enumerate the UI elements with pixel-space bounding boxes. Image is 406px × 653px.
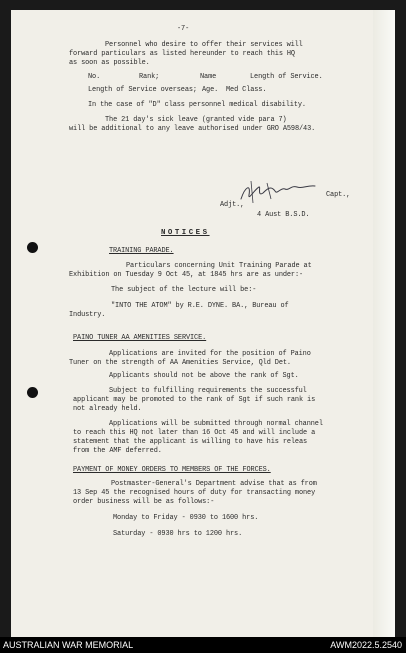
footer-institution: AUSTRALIAN WAR MEMORIAL bbox=[3, 640, 134, 650]
piano-line-10: from the AMF deferred. bbox=[73, 447, 162, 455]
piano-line-6: not already held. bbox=[73, 405, 142, 413]
piano-line-9: statement that the applicant is willing to have his releas bbox=[73, 438, 308, 446]
training-line-1: Particulars concerning Unit Training Parade at bbox=[126, 262, 312, 270]
money-line-4: Monday to Friday - 0930 to 1600 hrs. bbox=[113, 514, 259, 522]
page-number: -7- bbox=[177, 25, 190, 33]
field-age: Age. bbox=[202, 86, 219, 94]
training-line-4: "INTO THE ATOM" by R.E. DYNE. BA., Bureau of bbox=[111, 302, 289, 310]
piano-line-1: Applications are invited for the position of Paino bbox=[109, 350, 311, 358]
field-length-service: Length of Service. bbox=[250, 73, 323, 81]
document-page bbox=[11, 10, 395, 637]
training-line-5: Industry. bbox=[69, 311, 106, 319]
signature-capt: Capt., bbox=[326, 191, 351, 199]
training-heading: TRAINING PARADE. bbox=[109, 247, 174, 255]
page-curl bbox=[373, 10, 395, 637]
intro-line-1: Personnel who desire to offer their services will bbox=[105, 41, 303, 49]
piano-line-8: to reach this HQ not later than 16 Oct 45 and will include a bbox=[73, 429, 316, 437]
archive-footer bbox=[0, 637, 406, 653]
piano-line-7: Applications will be submitted through normal channel bbox=[109, 420, 323, 428]
intro-line-2: forward particulars as listed hereunder to reach this HQ bbox=[69, 50, 295, 58]
signature-unit: 4 Aust B.S.D. bbox=[257, 211, 310, 219]
piano-heading: PAINO TUNER AA AMENITIES SERVICE. bbox=[73, 334, 207, 342]
piano-line-5: applicant may be promoted to the rank of Sgt if such rank is bbox=[73, 396, 316, 404]
punch-hole-upper bbox=[27, 242, 38, 253]
intro-line-3: as soon as possible. bbox=[69, 59, 150, 67]
training-line-3: The subject of the lecture will be:- bbox=[111, 286, 257, 294]
punch-hole-lower bbox=[27, 387, 38, 398]
field-no: No. bbox=[88, 73, 101, 81]
piano-line-2: Tuner on the strength of AA Amenities Service, Qld Det. bbox=[69, 359, 291, 367]
money-heading: PAYMENT OF MONEY ORDERS TO MEMBERS OF THE FORCES. bbox=[73, 466, 271, 474]
sick-leave-line-1: The 21 day's sick leave (granted vide para 7) bbox=[105, 116, 287, 124]
signature-adjt: Adjt., bbox=[220, 201, 245, 209]
money-line-3: order business will be as follows:- bbox=[73, 498, 215, 506]
money-line-1: Postmaster-General's Department advise that as from bbox=[111, 480, 317, 488]
field-name: Name bbox=[200, 73, 217, 81]
piano-line-3: Applicants should not be above the rank of Sgt. bbox=[109, 372, 299, 380]
notices-heading: NOTICES bbox=[161, 229, 210, 237]
money-line-2: 13 Sep 45 the recognised hours of duty for transacting money bbox=[73, 489, 316, 497]
field-length-overseas: Length of Service overseas; bbox=[88, 86, 197, 94]
sick-leave-line-2: will be additional to any leave authorised under GRO A598/43. bbox=[69, 125, 316, 133]
money-line-5: Saturday - 0930 hrs to 1200 hrs. bbox=[113, 530, 243, 538]
d-class-line: In the case of "D" class personnel medical disability. bbox=[88, 101, 306, 109]
field-rank: Rank; bbox=[139, 73, 160, 81]
handwritten-signature bbox=[237, 177, 325, 207]
piano-line-4: Subject to fulfilling requirements the successful bbox=[109, 387, 307, 395]
footer-accession-number: AWM2022.5.2540 bbox=[330, 640, 402, 650]
training-line-2: Exhibition on Tuesday 9 Oct 45, at 1845 hrs are as under:- bbox=[69, 271, 304, 279]
field-med-class: Med Class. bbox=[226, 86, 267, 94]
